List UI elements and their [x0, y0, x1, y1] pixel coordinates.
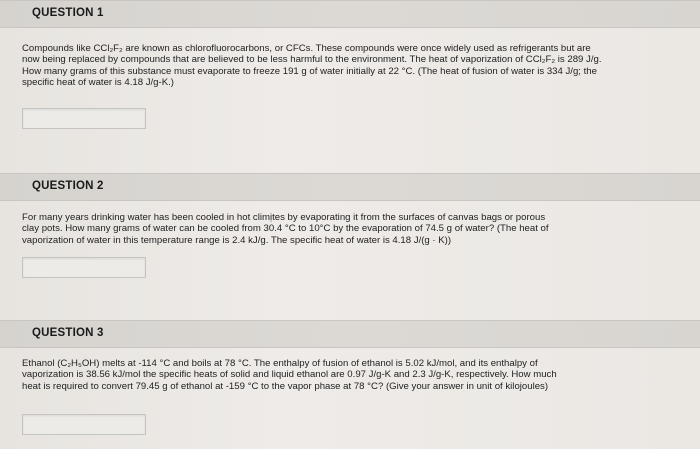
question-2-header	[0, 173, 700, 201]
question-3-line: vaporization is 38.56 kJ/mol the specific heats of solid and liquid ethanol are 0.97 J/g-K and 2.3 J/g-K, respectively. How much	[22, 369, 557, 381]
question-3-header	[0, 320, 700, 348]
question-2-line: vaporization of water in this temperature range is 2.4 kJ/g. The specific heat of water is 4.18 J/(g · K))	[22, 234, 452, 246]
question-2-text	[22, 212, 662, 246]
question-1-line: How many grams of this substance must evaporate to freeze 191 g of water initially at 22 °C. (The heat of fusion of water is 334 J/g; the	[22, 65, 597, 77]
question-3-answer-input[interactable]	[22, 414, 146, 435]
question-1-title: QUESTION 1	[32, 7, 104, 19]
question-2-title: QUESTION 2	[32, 180, 104, 192]
question-1-answer-input[interactable]	[22, 108, 146, 129]
question-3-text	[22, 358, 662, 392]
question-1-header	[0, 0, 700, 28]
question-2-line: clay pots. How many grams of water can be cooled from 30.4 °C to 10°C by the evaporation of 74.5 g of water? (The heat of	[22, 223, 549, 235]
question-1-line: Compounds like CCl₂F₂ are known as chlorofluorocarbons, or CFCs. These compounds were once widely used as refrigerants but are	[22, 43, 591, 54]
question-1-line: specific heat of water is 4.18 J/g-K.)	[22, 77, 174, 89]
question-2-answer-input[interactable]	[22, 257, 146, 278]
question-3-title: QUESTION 3	[32, 327, 104, 339]
question-1-line: now being replaced by compounds that are believed to be less harmful to the environment. The heat of vaporization of CCl₂F₂ is 289 J/g.	[22, 54, 602, 66]
question-2-line: For many years drinking water has been cooled in hot climịtes by evaporating it from the surfaces of canvas bags or porous	[22, 212, 546, 223]
question-3-line: Ethanol (C₂H₅OH) melts at -114 °C and boils at 78 °C. The enthalpy of fusion of ethanol is 5.02 kJ/mol, and its enthalpy of	[22, 358, 538, 369]
question-3-line: heat is required to convert 79.45 g of ethanol at -159 °C to the vapor phase at 78 °C? (Give your answer in unit of kilojoules)	[22, 380, 549, 392]
question-1-text	[22, 43, 662, 89]
